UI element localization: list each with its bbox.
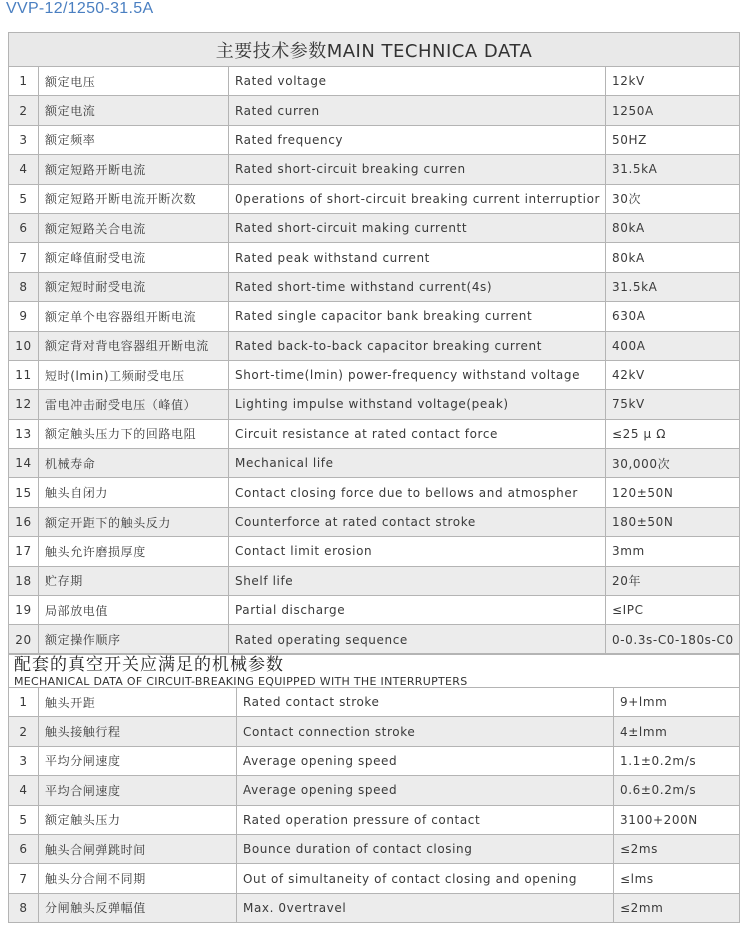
param-name-zh-cell: 额定触头压力下的回路电阻 [39,419,229,448]
param-value-cell: 0.6±0.2m/s [614,776,740,805]
param-value-cell: 630A [606,302,740,331]
row-number-cell: 11 [9,360,39,389]
section-title-en: MECHANICAL DATA OF CIRCUIT-BREAKING EQUIPPED WITH THE INTERRUPTERS [14,675,468,688]
row-number-cell: 2 [9,717,39,746]
param-name-zh-cell: 额定开距下的触头反力 [39,507,229,536]
table-row [9,776,740,805]
section-header-cell [9,654,740,688]
param-value-cell: 3100+200N [614,805,740,834]
param-value-cell: 4±lmm [614,717,740,746]
param-name-en-cell: Shelf life [229,566,606,595]
param-name-en-cell: Rated operation pressure of contact [237,805,614,834]
param-value-cell: ≤25 μ Ω [606,419,740,448]
param-value-cell: 0-0.3s-C0-180s-C0 [606,625,740,654]
row-number-cell: 17 [9,537,39,566]
param-value-cell: 12kV [606,67,740,96]
param-name-zh-cell: 机械寿命 [39,449,229,478]
row-number-cell: 15 [9,478,39,507]
row-number-cell: 5 [9,184,39,213]
row-number-cell: 19 [9,596,39,625]
table-row [9,805,740,834]
row-number-cell: 6 [9,834,39,863]
table-row [9,746,740,775]
param-name-zh-cell: 触头自闭力 [39,478,229,507]
table-row [9,419,740,448]
param-value-cell: 31.5kA [606,272,740,301]
param-value-cell: 31.5kA [606,155,740,184]
param-value-cell: 20年 [606,566,740,595]
row-number-cell: 20 [9,625,39,654]
row-number-cell: 7 [9,243,39,272]
param-name-en-cell: Out of simultaneity of contact closing and opening [237,864,614,893]
row-number-cell: 1 [9,688,39,717]
row-number-cell: 9 [9,302,39,331]
param-name-en-cell: Partial discharge [229,596,606,625]
row-number-cell: 5 [9,805,39,834]
row-number-cell: 8 [9,272,39,301]
row-number-cell: 4 [9,776,39,805]
row-number-cell: 8 [9,893,39,922]
param-name-en-cell: Contact connection stroke [237,717,614,746]
row-number-cell: 16 [9,507,39,536]
param-name-zh-cell: 额定触头压力 [39,805,237,834]
param-name-en-cell: Average opening speed [237,776,614,805]
row-number-cell: 14 [9,449,39,478]
param-value-cell: 400A [606,331,740,360]
table-row [9,96,740,125]
table-row [9,507,740,536]
table-row [9,360,740,389]
param-value-cell: 50HZ [606,125,740,154]
table-row [9,893,740,922]
param-value-cell: 1250A [606,96,740,125]
param-name-en-cell: Average opening speed [237,746,614,775]
param-value-cell: 80kA [606,213,740,242]
param-name-en-cell: Short-time(lmin) power-frequency withstand voltage [229,360,606,389]
param-name-en-cell: Rated single capacitor bank breaking current [229,302,606,331]
param-value-cell: ≤2ms [614,834,740,863]
table-row [9,566,740,595]
param-value-cell: 9+lmm [614,688,740,717]
param-value-cell: ≤2mm [614,893,740,922]
param-name-zh-cell: 额定短时耐受电流 [39,272,229,301]
param-name-zh-cell: 额定短路关合电流 [39,213,229,242]
table-row [9,302,740,331]
table-row [9,478,740,507]
param-value-cell: 1.1±0.2m/s [614,746,740,775]
param-name-zh-cell: 额定电流 [39,96,229,125]
param-name-en-cell: Lighting impulse withstand voltage(peak) [229,390,606,419]
param-value-cell: 80kA [606,243,740,272]
row-number-cell: 18 [9,566,39,595]
param-name-zh-cell: 分闸触头反弹幅值 [39,893,237,922]
param-name-en-cell: Bounce duration of contact closing [237,834,614,863]
param-name-en-cell: Contact limit erosion [229,537,606,566]
param-name-en-cell: Max. 0vertravel [237,893,614,922]
table-row [9,596,740,625]
param-name-zh-cell: 平均合闸速度 [39,776,237,805]
param-name-zh-cell: 局部放电值 [39,596,229,625]
param-name-en-cell: Rated operating sequence [229,625,606,654]
table-row [9,864,740,893]
param-value-cell: 42kV [606,360,740,389]
section-title-zh: 配套的真空开关应满足的机械参数 [14,655,284,675]
param-name-en-cell: Rated short-time withstand current(4s) [229,272,606,301]
param-name-zh-cell: 触头分合闸不同期 [39,864,237,893]
param-name-zh-cell: 额定单个电容器组开断电流 [39,302,229,331]
param-name-zh-cell: 短时(lmin)工频耐受电压 [39,360,229,389]
param-name-en-cell: Contact closing force due to bellows and atmospher [229,478,606,507]
row-number-cell: 6 [9,213,39,242]
param-name-en-cell: Counterforce at rated contact stroke [229,507,606,536]
param-name-en-cell: Rated short-circuit making currentt [229,213,606,242]
table-row [9,272,740,301]
row-number-cell: 4 [9,155,39,184]
param-name-zh-cell: 触头允许磨损厚度 [39,537,229,566]
param-value-cell: 75kV [606,390,740,419]
param-name-zh-cell: 触头接触行程 [39,717,237,746]
param-name-en-cell: Rated back-to-back capacitor breaking current [229,331,606,360]
row-number-cell: 13 [9,419,39,448]
table-row [9,537,740,566]
param-name-en-cell: Rated peak withstand current [229,243,606,272]
param-value-cell: 120±50N [606,478,740,507]
param-name-zh-cell: 额定短路开断电流 [39,155,229,184]
param-value-cell: 3mm [606,537,740,566]
mechanical-data-table [8,653,740,923]
param-name-en-cell: Rated contact stroke [237,688,614,717]
table-row [9,449,740,478]
main-technical-data-table [8,32,740,655]
row-number-cell: 1 [9,67,39,96]
param-name-zh-cell: 贮存期 [39,566,229,595]
table-row [9,688,740,717]
param-name-en-cell: Rated short-circuit breaking curren [229,155,606,184]
model-number: VVP-12/1250-31.5A [6,0,154,17]
table-row [9,390,740,419]
table-row [9,834,740,863]
table-row [9,331,740,360]
param-name-zh-cell: 雷电冲击耐受电压（峰值） [39,390,229,419]
row-number-cell: 2 [9,96,39,125]
table-row [9,243,740,272]
param-value-cell: ≤IPC [606,596,740,625]
table-row [9,213,740,242]
param-name-zh-cell: 触头开距 [39,688,237,717]
table-row [9,184,740,213]
param-name-zh-cell: 触头合闸弹跳时间 [39,834,237,863]
param-name-zh-cell: 额定短路开断电流开断次数 [39,184,229,213]
param-name-en-cell: Circuit resistance at rated contact force [229,419,606,448]
param-name-en-cell: Rated curren [229,96,606,125]
table-row [9,625,740,654]
row-number-cell: 7 [9,864,39,893]
table-row [9,125,740,154]
table-title: 主要技术参数MAIN TECHNICA DATA [9,33,740,67]
table-row [9,155,740,184]
param-name-zh-cell: 额定峰值耐受电流 [39,243,229,272]
param-name-zh-cell: 额定操作顺序 [39,625,229,654]
param-value-cell: 30,000次 [606,449,740,478]
param-name-en-cell: Rated frequency [229,125,606,154]
param-name-en-cell: 0perations of short-circuit breaking current interruptior [229,184,606,213]
param-name-zh-cell: 额定频率 [39,125,229,154]
param-name-zh-cell: 额定背对背电容器组开断电流 [39,331,229,360]
param-value-cell: ≤lms [614,864,740,893]
row-number-cell: 12 [9,390,39,419]
row-number-cell: 3 [9,125,39,154]
param-name-zh-cell: 平均分闸速度 [39,746,237,775]
param-name-zh-cell: 额定电压 [39,67,229,96]
table-row [9,717,740,746]
param-name-en-cell: Mechanical life [229,449,606,478]
table-row [9,67,740,96]
param-value-cell: 180±50N [606,507,740,536]
param-value-cell: 30次 [606,184,740,213]
row-number-cell: 10 [9,331,39,360]
row-number-cell: 3 [9,746,39,775]
param-name-en-cell: Rated voltage [229,67,606,96]
